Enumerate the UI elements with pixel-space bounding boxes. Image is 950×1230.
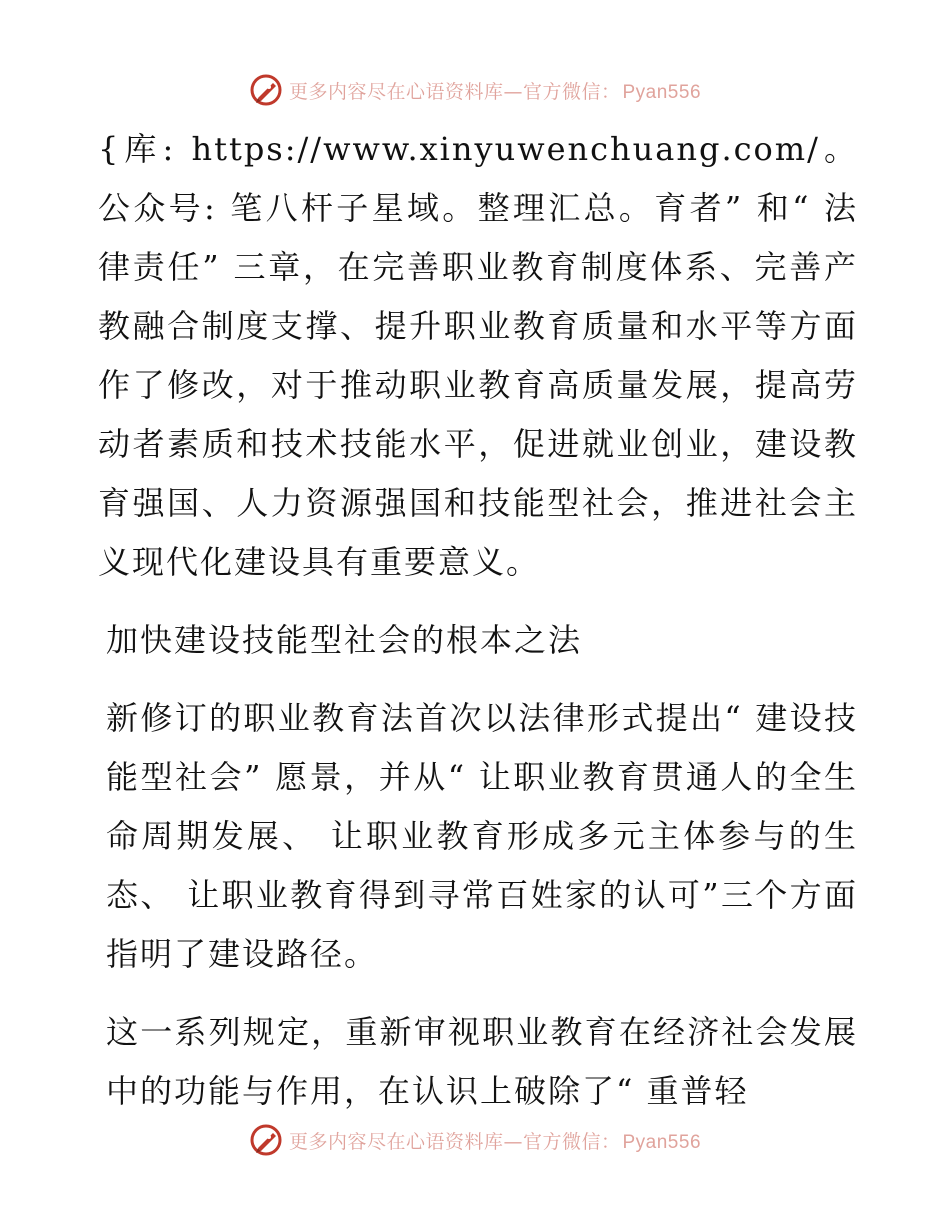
paragraph: 新修订的职业教育法首次以法律形式提出“ 建设技能型社会” 愿景，并从“ 让职业教育贯通人的全生命周期发展、 让职业教育形成多元主体参与的生态、 让职业教育得到寻常百姓家的认可”三个方面指明了建设路径。: [106, 699, 858, 973]
header-banner: [0, 72, 950, 108]
paragraph: {库: https://www.xinyuwenchuang.com/。公众号: 笔八杆子星域。整理汇总。育者” 和“ 法律责任” 三章，在完善职业教育制度体系、完善产教融合制度支撑、提升职业教育质量和水平等方面作了修改，对于推动职业教育高质量发展，提高劳动者素质和技术技能水平，促进就业创业，建设教育强国、人力资源强国和技能型社会，推进社会主义现代化建设具有重要意义。: [98, 130, 858, 581]
pen-logo-icon: [249, 1123, 283, 1157]
section-heading: 加快建设技能型社会的根本之法: [106, 621, 583, 659]
wechat-id: Pyan556: [622, 1131, 702, 1153]
banner-text: 更多内容尽在心语资料库—官方微信： Pyan556: [288, 1130, 702, 1153]
paragraph: 这一系列规定，重新审视职业教育在经济社会发展中的功能与作用，在认识上破除了“ 重普轻: [106, 1013, 858, 1110]
document-body: [98, 120, 858, 1121]
footer-banner: [0, 1122, 950, 1158]
wechat-id: Pyan556: [622, 81, 702, 103]
pen-logo-icon: [249, 73, 283, 107]
banner-text: 更多内容尽在心语资料库—官方微信： Pyan556: [288, 80, 702, 103]
